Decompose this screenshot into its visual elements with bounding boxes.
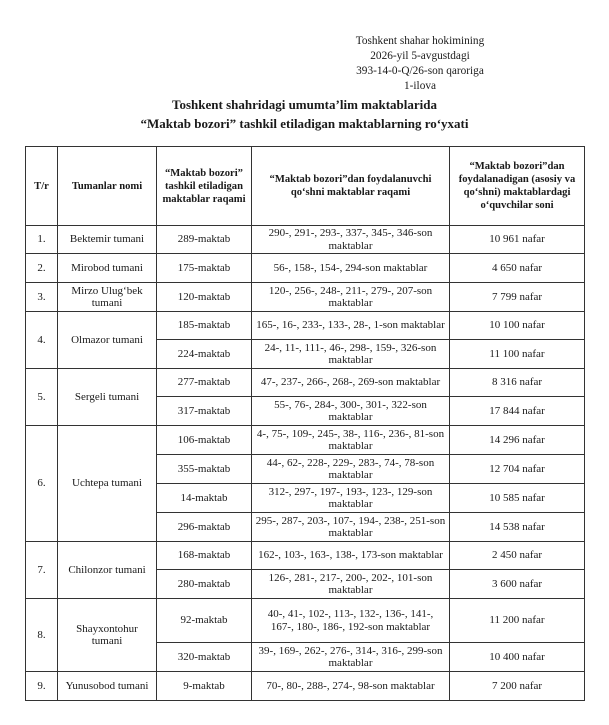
- row-number: 7.: [26, 542, 58, 599]
- column-header-neighbor-schools: “Maktab bozori”dan foydalanuvchi qo‘shni maktablar raqami: [252, 147, 450, 226]
- market-school: 224-maktab: [157, 340, 252, 369]
- table-header-row: [26, 147, 585, 226]
- table-row: [26, 672, 585, 701]
- neighbor-schools: 47-, 237-, 266-, 268-, 269-son maktablar: [252, 369, 450, 397]
- table-row: [26, 542, 585, 570]
- annex-line-2: 2026-yil 5-avgustdagi: [370, 50, 470, 62]
- neighbor-schools: 312-, 297-, 197-, 193-, 123-, 129-son maktablar: [252, 484, 450, 513]
- student-count: 4 650 nafar: [450, 254, 585, 283]
- market-school: 14-maktab: [157, 484, 252, 513]
- student-count: 10 100 nafar: [450, 312, 585, 340]
- table-body: [26, 226, 585, 701]
- title-line-2: “Maktab bozori” tashkil etiladigan maktablarning ro‘yxati: [140, 116, 469, 131]
- student-count: 12 704 nafar: [450, 455, 585, 484]
- neighbor-schools: 39-, 169-, 262-, 276-, 314-, 316-, 299-son maktablar: [252, 643, 450, 672]
- document-title: [0, 95, 609, 133]
- row-number: 1.: [26, 226, 58, 254]
- schools-table: [25, 146, 585, 701]
- neighbor-schools: 126-, 281-, 217-, 200-, 202-, 101-son maktablar: [252, 570, 450, 599]
- student-count: 2 450 nafar: [450, 542, 585, 570]
- market-school: 168-maktab: [157, 542, 252, 570]
- student-count: 14 296 nafar: [450, 426, 585, 455]
- neighbor-schools: 55-, 76-, 284-, 300-, 301-, 322-son maktablar: [252, 397, 450, 426]
- market-school: 9-maktab: [157, 672, 252, 701]
- neighbor-schools: 290-, 291-, 293-, 337-, 345-, 346-son maktablar: [252, 226, 450, 254]
- row-number: 4.: [26, 312, 58, 369]
- row-number: 2.: [26, 254, 58, 283]
- student-count: 17 844 nafar: [450, 397, 585, 426]
- row-number: 3.: [26, 283, 58, 312]
- column-header-district: Tumanlar nomi: [58, 147, 157, 226]
- district-name: Yunusobod tumani: [58, 672, 157, 701]
- student-count: 11 100 nafar: [450, 340, 585, 369]
- table-row: [26, 254, 585, 283]
- market-school: 106-maktab: [157, 426, 252, 455]
- market-school: 296-maktab: [157, 513, 252, 542]
- market-school: 120-maktab: [157, 283, 252, 312]
- district-name: Mirzo Ulug‘bek tumani: [58, 283, 157, 312]
- market-school: 289-maktab: [157, 226, 252, 254]
- district-name: Mirobod tumani: [58, 254, 157, 283]
- neighbor-schools: 56-, 158-, 154-, 294-son maktablar: [252, 254, 450, 283]
- market-school: 320-maktab: [157, 643, 252, 672]
- column-header-students: “Maktab bozori”dan foydalanadigan (asosiy va qo‘shni) maktablardagi o‘quvchilar soni: [450, 147, 585, 226]
- market-school: 355-maktab: [157, 455, 252, 484]
- student-count: 14 538 nafar: [450, 513, 585, 542]
- table-row: [26, 312, 585, 340]
- table-row: [26, 369, 585, 397]
- district-name: Chilonzor tumani: [58, 542, 157, 599]
- district-name: Shayxontohur tumani: [58, 599, 157, 672]
- market-school: 280-maktab: [157, 570, 252, 599]
- neighbor-schools: 24-, 11-, 111-, 46-, 298-, 159-, 326-son maktablar: [252, 340, 450, 369]
- student-count: 10 400 nafar: [450, 643, 585, 672]
- student-count: 7 799 nafar: [450, 283, 585, 312]
- student-count: 10 961 nafar: [450, 226, 585, 254]
- row-number: 5.: [26, 369, 58, 426]
- neighbor-schools: 120-, 256-, 248-, 211-, 279-, 207-son maktablar: [252, 283, 450, 312]
- neighbor-schools: 162-, 103-, 163-, 138-, 173-son maktablar: [252, 542, 450, 570]
- row-number: 8.: [26, 599, 58, 672]
- student-count: 11 200 nafar: [450, 599, 585, 643]
- annex-line-4: 1-ilova: [404, 80, 436, 92]
- row-number: 9.: [26, 672, 58, 701]
- student-count: 8 316 nafar: [450, 369, 585, 397]
- neighbor-schools: 40-, 41-, 102-, 113-, 132-, 136-, 141-, 167-, 180-, 186-, 192-son maktablar: [252, 599, 450, 643]
- annex-line-1: Toshkent shahar hokimining: [355, 35, 485, 47]
- annex-line-3: 393-14-0-Q/26-son qaroriga: [356, 65, 484, 77]
- table-row: [26, 226, 585, 254]
- district-name: Olmazor tumani: [58, 312, 157, 369]
- column-header-number: T/r: [26, 147, 58, 226]
- table-row: [26, 599, 585, 643]
- neighbor-schools: 70-, 80-, 288-, 274-, 98-son maktablar: [252, 672, 450, 701]
- column-header-market-school: “Maktab bozori” tashkil etiladigan maktablar raqami: [157, 147, 252, 226]
- neighbor-schools: 165-, 16-, 233-, 133-, 28-, 1-son maktablar: [252, 312, 450, 340]
- market-school: 185-maktab: [157, 312, 252, 340]
- student-count: 3 600 nafar: [450, 570, 585, 599]
- row-number: 6.: [26, 426, 58, 542]
- table-row: [26, 283, 585, 312]
- market-school: 175-maktab: [157, 254, 252, 283]
- annex-reference: [300, 34, 540, 94]
- market-school: 92-maktab: [157, 599, 252, 643]
- title-line-1: Toshkent shahridagi umumta’lim maktablarida: [172, 97, 437, 112]
- district-name: Bektemir tumani: [58, 226, 157, 254]
- student-count: 10 585 nafar: [450, 484, 585, 513]
- neighbor-schools: 4-, 75-, 109-, 245-, 38-, 116-, 236-, 81-son maktablar: [252, 426, 450, 455]
- district-name: Uchtepa tumani: [58, 426, 157, 542]
- market-school: 317-maktab: [157, 397, 252, 426]
- table-row: [26, 426, 585, 455]
- district-name: Sergeli tumani: [58, 369, 157, 426]
- student-count: 7 200 nafar: [450, 672, 585, 701]
- neighbor-schools: 295-, 287-, 203-, 107-, 194-, 238-, 251-son maktablar: [252, 513, 450, 542]
- market-school: 277-maktab: [157, 369, 252, 397]
- neighbor-schools: 44-, 62-, 228-, 229-, 283-, 74-, 78-son maktablar: [252, 455, 450, 484]
